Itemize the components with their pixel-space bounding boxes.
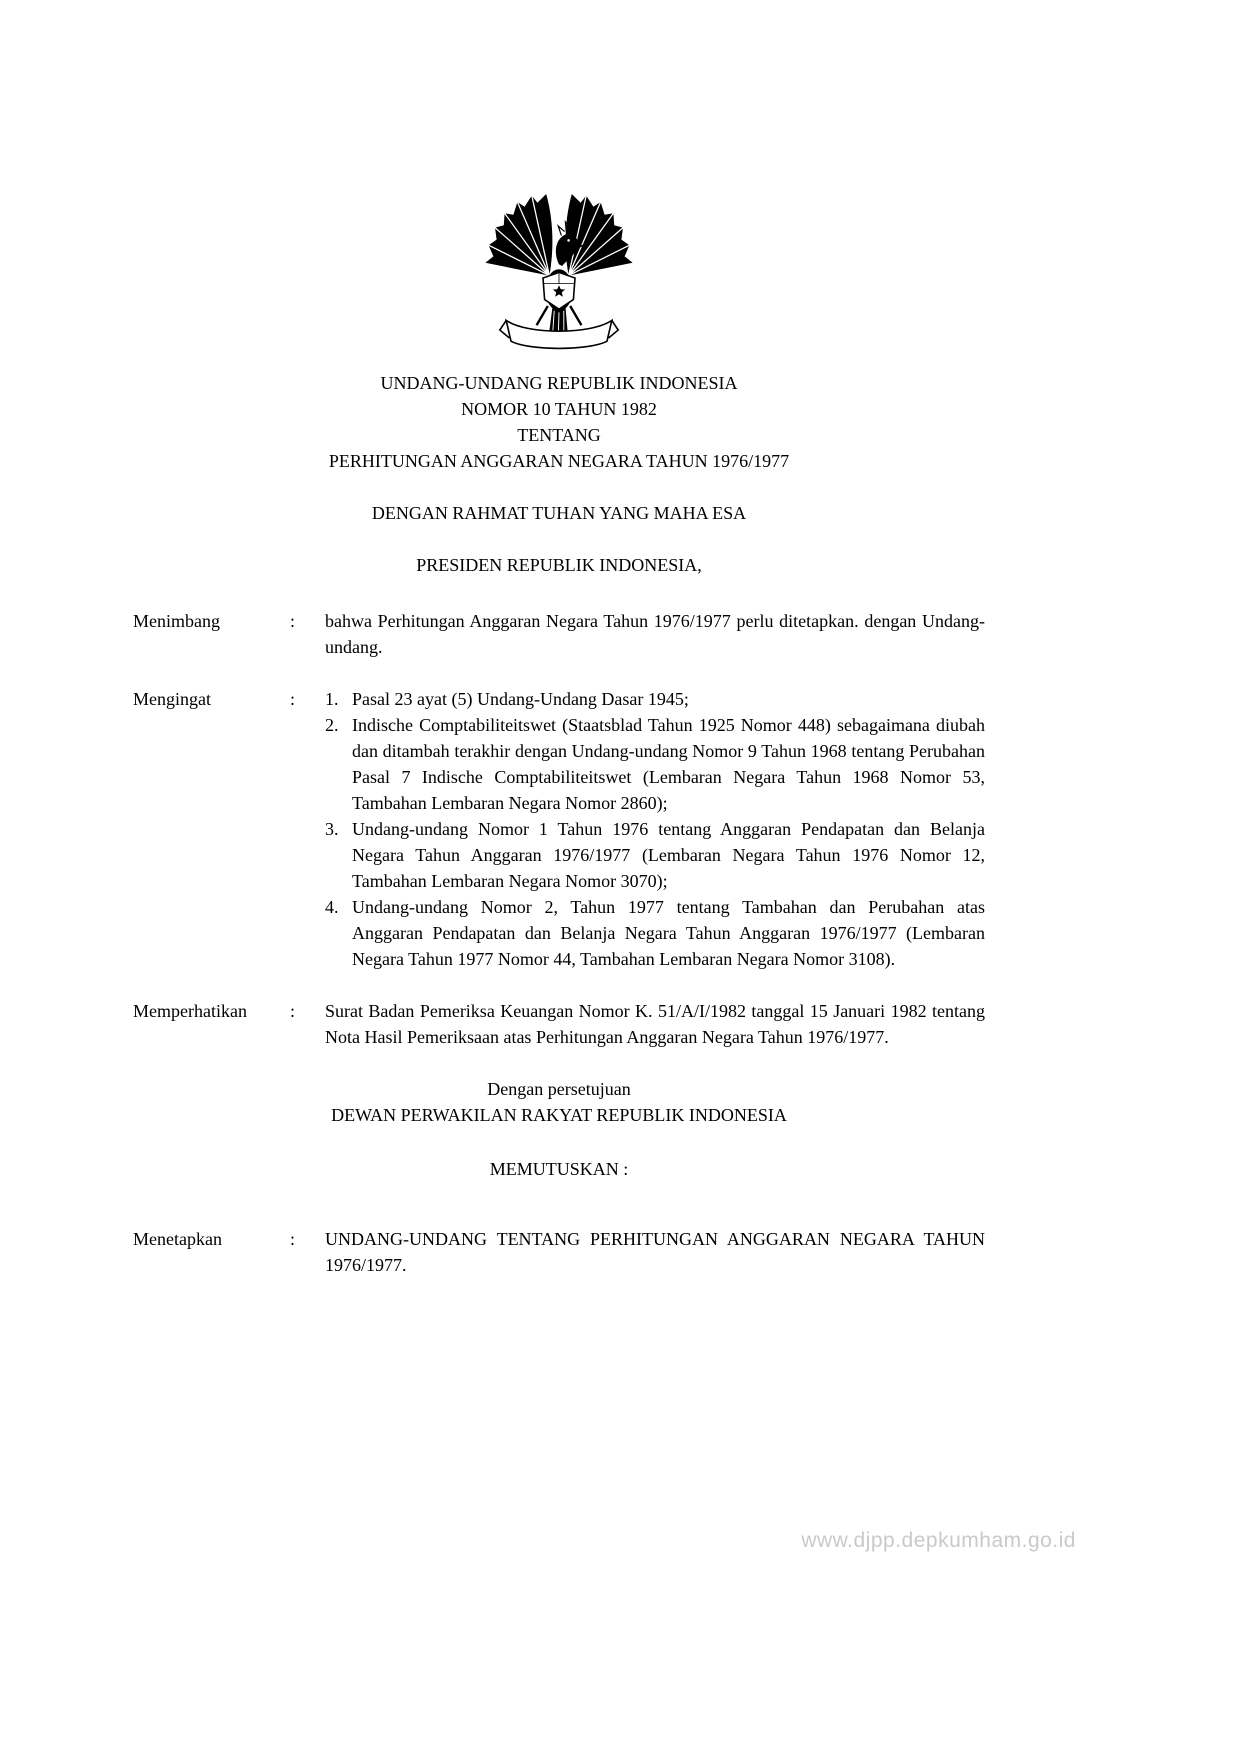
menetapkan-label: Menetapkan xyxy=(133,1229,222,1249)
clause-menimbang xyxy=(133,608,985,660)
list-item-number: 4. xyxy=(325,897,339,917)
garuda-pancasila-emblem xyxy=(133,186,985,362)
list-item-text: Pasal 23 ayat (5) Undang-Undang Dasar 1945; xyxy=(352,689,689,709)
list-item xyxy=(325,712,985,816)
presiden-line: PRESIDEN REPUBLIK INDONESIA, xyxy=(416,555,702,575)
dpr-line: DEWAN PERWAKILAN RAKYAT REPUBLIK INDONESIA xyxy=(331,1105,787,1125)
menetapkan-text: UNDANG-UNDANG TENTANG PERHITUNGAN ANGGARAN NEGARA TAHUN 1976/1977. xyxy=(325,1229,985,1275)
list-item-number: 1. xyxy=(325,689,339,709)
garuda-emblem-svg xyxy=(479,186,639,362)
memperhatikan-label: Memperhatikan xyxy=(133,1001,247,1021)
list-item xyxy=(325,816,985,894)
menetapkan-colon: : xyxy=(290,1229,296,1249)
title-line-3: TENTANG xyxy=(517,425,601,445)
list-item xyxy=(325,686,985,712)
clause-mengingat xyxy=(133,686,985,972)
title-line-1: UNDANG-UNDANG REPUBLIK INDONESIA xyxy=(380,373,738,393)
title-line-4: PERHITUNGAN ANGGARAN NEGARA TAHUN 1976/1977 xyxy=(328,451,790,471)
memutuskan-line: MEMUTUSKAN : xyxy=(489,1159,629,1179)
mengingat-label: Mengingat xyxy=(133,689,211,709)
list-item-text: Undang-undang Nomor 1 Tahun 1976 tentang Anggaran Pendapatan dan Belanja Negara Tahun Anggaran 1976/1977 (Lembaran Negara Tahun 1976 Nomor 12, Tambahan Lembaran Negara Nomor 3070); xyxy=(352,819,985,891)
title-line-2: NOMOR 10 TAHUN 1982 xyxy=(461,399,657,419)
menimbang-label: Menimbang xyxy=(133,611,220,631)
title-block xyxy=(133,370,985,474)
list-item xyxy=(325,894,985,972)
list-item-number: 3. xyxy=(325,819,339,839)
document-content xyxy=(133,0,985,1278)
watermark: www.djpp.depkumham.go.id xyxy=(801,1529,1076,1552)
clause-menetapkan xyxy=(133,1226,985,1278)
list-item-number: 2. xyxy=(325,715,339,735)
persetujuan-line: Dengan persetujuan xyxy=(487,1079,631,1099)
memperhatikan-text: Surat Badan Pemeriksa Keuangan Nomor K. 51/A/I/1982 tanggal 15 Januari 1982 tentang Nota Hasil Pemeriksaan atas Perhitungan Anggaran Negara Tahun 1976/1977. xyxy=(325,1001,985,1047)
rahmat-line: DENGAN RAHMAT TUHAN YANG MAHA ESA xyxy=(371,503,747,523)
menimbang-colon: : xyxy=(290,611,296,631)
list-item-text: Indische Comptabiliteitswet (Staatsblad Tahun 1925 Nomor 448) sebagaimana diubah dan ditambah terakhir dengan Undang-undang Nomor 9 Tahun 1968 tentang Perubahan Pasal 7 Indische Comptabiliteitswet (Lembaran Negara Tahun 1968 Nomor 53, Tambahan Lembaran Negara Nomor 2860); xyxy=(352,715,985,813)
mengingat-colon: : xyxy=(290,689,296,709)
menimbang-text: bahwa Perhitungan Anggaran Negara Tahun 1976/1977 perlu ditetapkan. dengan Undang-undang. xyxy=(325,611,985,657)
memperhatikan-colon: : xyxy=(290,1001,296,1021)
list-item-text: Undang-undang Nomor 2, Tahun 1977 tentang Tambahan dan Perubahan atas Anggaran Pendapatan dan Belanja Negara Tahun Anggaran 1976/1977 (Lembaran Negara Tahun 1977 Nomor 44, Tambahan Lembaran Negara Nomor 3108). xyxy=(352,897,985,969)
mengingat-list xyxy=(325,686,985,972)
clause-memperhatikan xyxy=(133,998,985,1050)
